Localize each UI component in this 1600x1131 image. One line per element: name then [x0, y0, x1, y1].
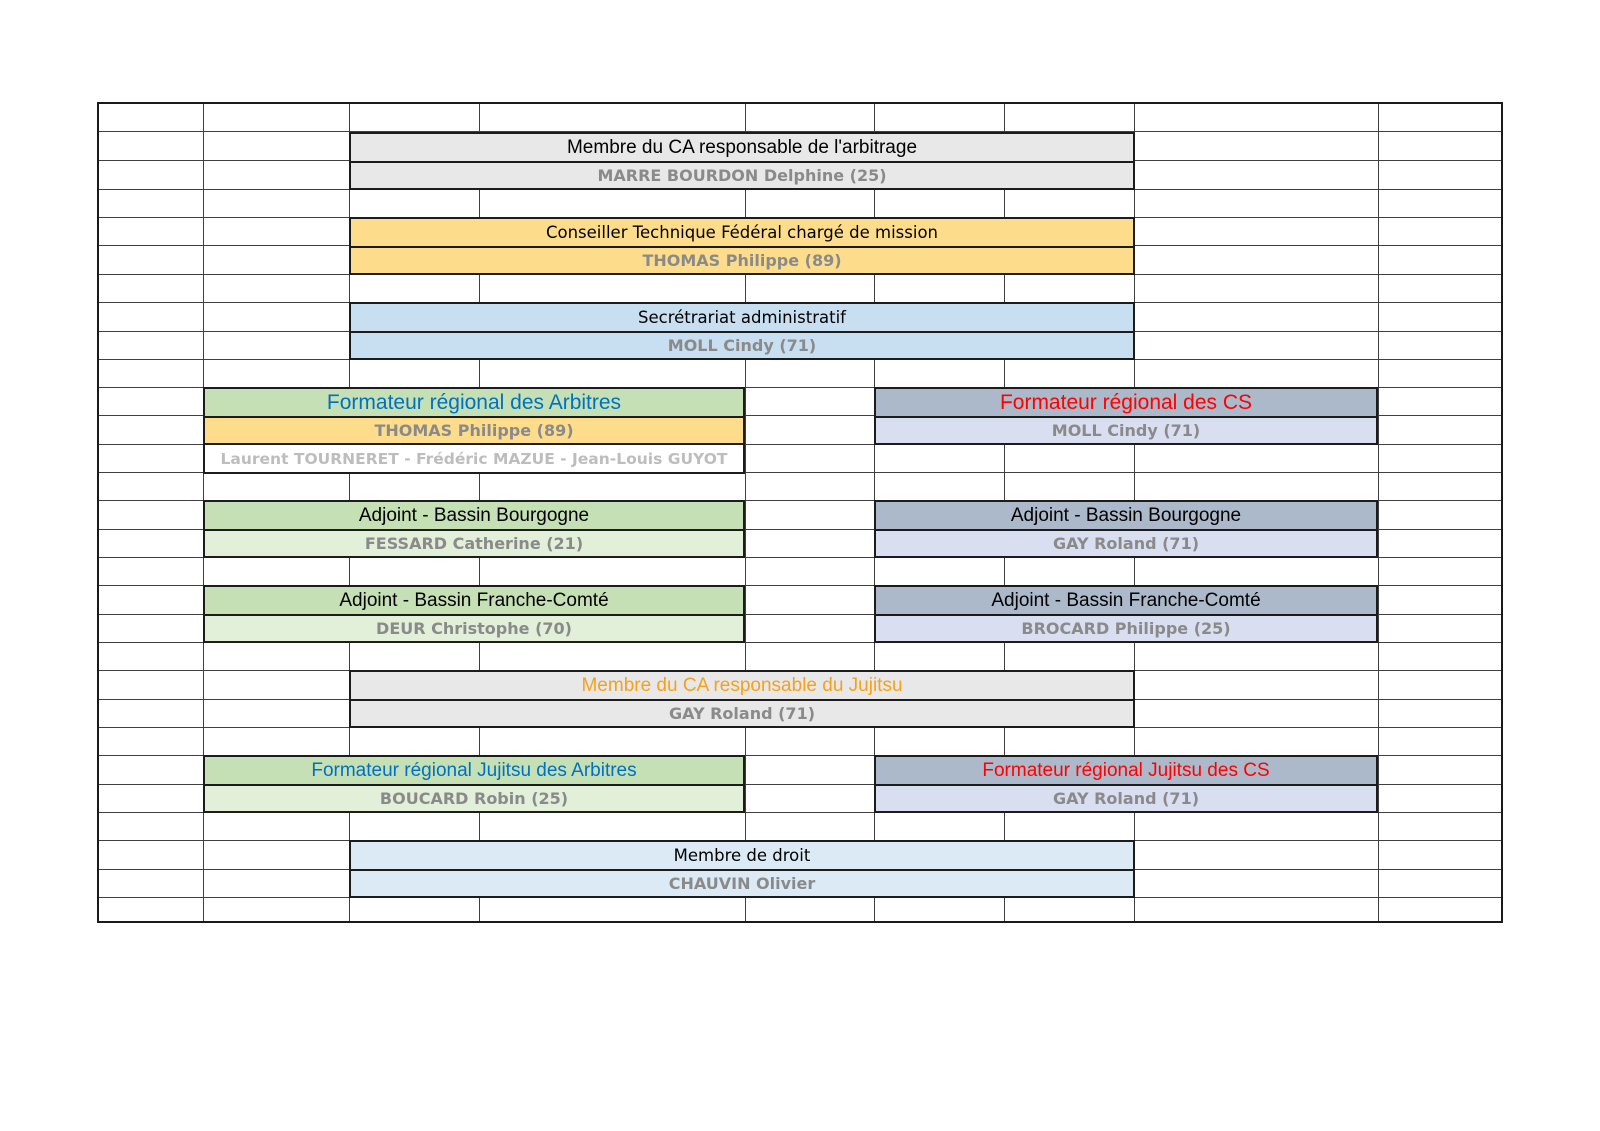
formateur-jujitsu-arbitres-title: Formateur régional Jujitsu des Arbitres — [205, 757, 743, 784]
formateur-cs-name: MOLL Cindy (71) — [876, 416, 1376, 443]
formateur-jujitsu-arbitres-name: BOUCARD Robin (25) — [205, 784, 743, 811]
formateur-arbitres-name: THOMAS Philippe (89) — [205, 416, 743, 443]
formateur-jujitsu-cs-title: Formateur régional Jujitsu des CS — [876, 757, 1376, 784]
formateur-cs-box — [874, 387, 1378, 445]
adjoint-fc-arbitres-box — [203, 585, 745, 643]
formateur-arbitres-title: Formateur régional des Arbitres — [205, 389, 743, 416]
formateur-jujitsu-cs-name: GAY Roland (71) — [876, 784, 1376, 811]
adjoint-bourgogne-cs-title: Adjoint - Bassin Bourgogne — [876, 502, 1376, 529]
adjoint-fc-cs-box — [874, 585, 1378, 643]
secretariat-box — [349, 302, 1135, 360]
formateur-jujitsu-arbitres-box — [203, 755, 745, 813]
adjoint-bourgogne-cs-box — [874, 500, 1378, 558]
adjoint-fc-cs-name: BROCARD Philippe (25) — [876, 614, 1376, 641]
ctf-name: THOMAS Philippe (89) — [351, 246, 1133, 273]
ca-arbitrage-name: MARRE BOURDON Delphine (25) — [351, 161, 1133, 188]
ca-jujitsu-name: GAY Roland (71) — [351, 699, 1133, 726]
adjoint-fc-arbitres-title: Adjoint - Bassin Franche-Comté — [205, 587, 743, 614]
adjoint-fc-arbitres-name: DEUR Christophe (70) — [205, 614, 743, 641]
secretariat-title: Secrétrariat administratif — [351, 304, 1133, 331]
formateur-arbitres-box — [203, 387, 745, 474]
ca-jujitsu-title: Membre du CA responsable du Jujitsu — [351, 672, 1133, 699]
ca-jujitsu-box — [349, 670, 1135, 728]
adjoint-bourgogne-arbitres-title: Adjoint - Bassin Bourgogne — [205, 502, 743, 529]
ctf-title: Conseiller Technique Fédéral chargé de mission — [351, 219, 1133, 246]
secretariat-name: MOLL Cindy (71) — [351, 331, 1133, 358]
ca-arbitrage-title: Membre du CA responsable de l'arbitrage — [351, 134, 1133, 161]
ctf-box — [349, 217, 1135, 275]
membre-droit-name: CHAUVIN Olivier — [351, 869, 1133, 896]
formateur-arbitres-assistants: Laurent TOURNERET - Frédéric MAZUE - Jean-Louis GUYOT — [205, 443, 743, 472]
formateur-cs-title: Formateur régional des CS — [876, 389, 1376, 416]
membre-droit-box — [349, 840, 1135, 898]
ca-arbitrage-box — [349, 132, 1135, 190]
membre-droit-title: Membre de droit — [351, 842, 1133, 869]
adjoint-bourgogne-cs-name: GAY Roland (71) — [876, 529, 1376, 556]
adjoint-bourgogne-arbitres-box — [203, 500, 745, 558]
adjoint-fc-cs-title: Adjoint - Bassin Franche-Comté — [876, 587, 1376, 614]
adjoint-bourgogne-arbitres-name: FESSARD Catherine (21) — [205, 529, 743, 556]
formateur-jujitsu-cs-box — [874, 755, 1378, 813]
